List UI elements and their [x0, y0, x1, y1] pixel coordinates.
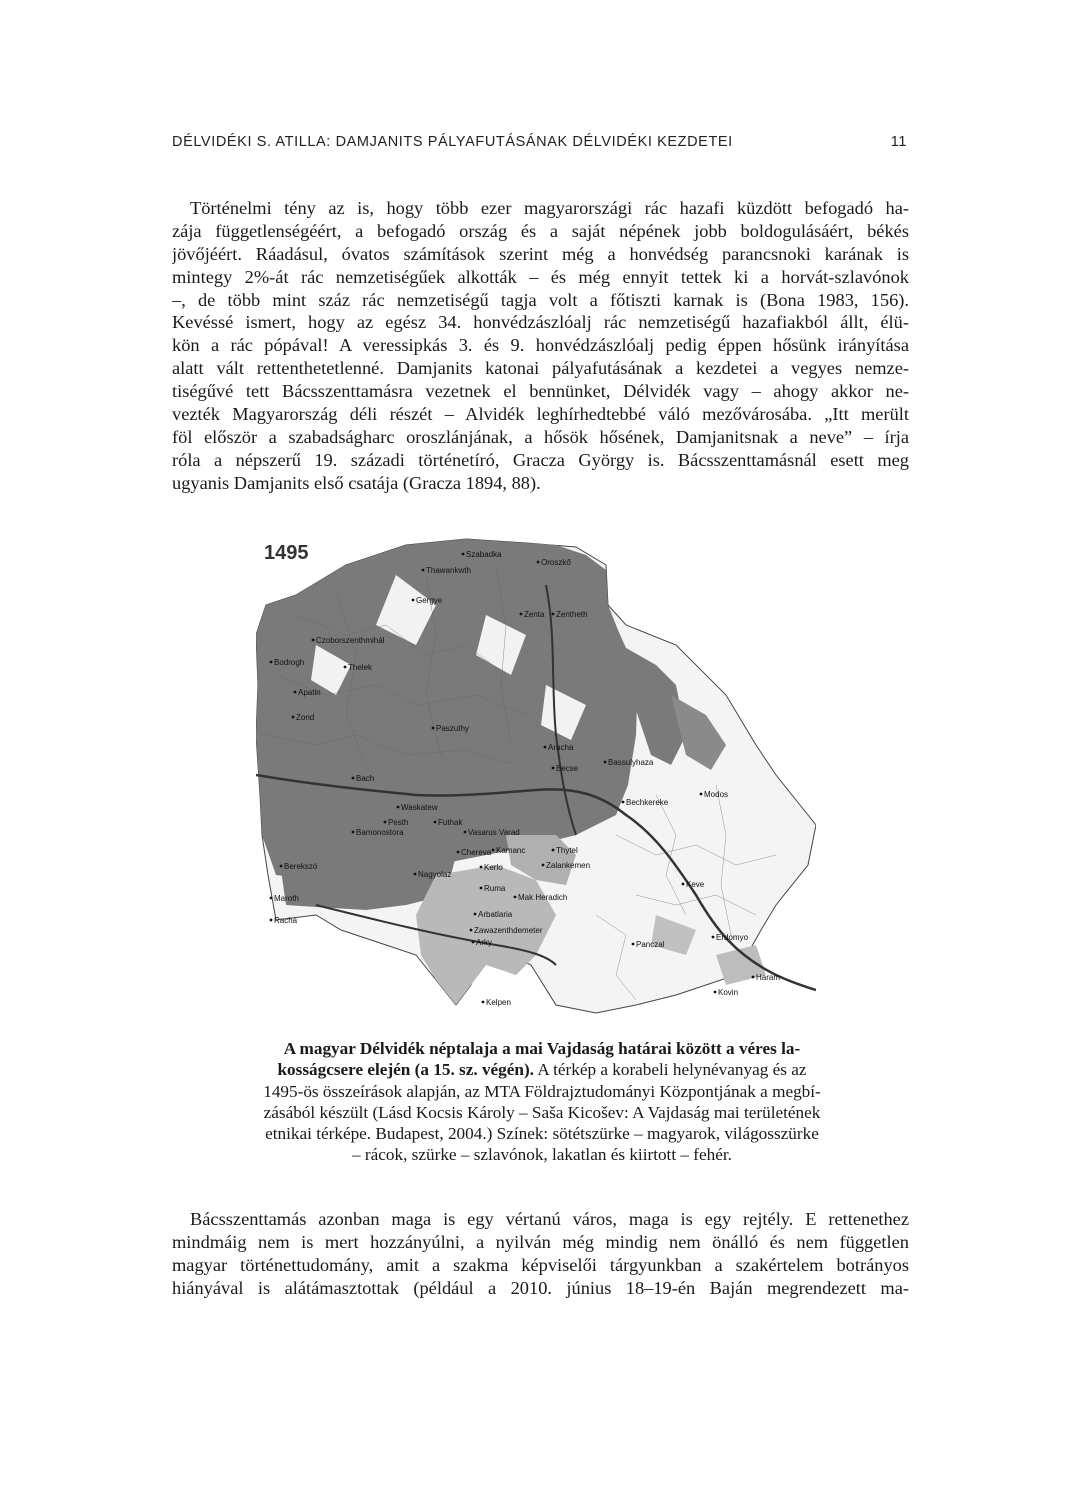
settlement-dot [682, 883, 685, 886]
running-title: DÉLVIDÉKI S. ATILLA: DAMJANITS PÁLYAFUTÁSÁNAK DÉLVIDÉKI KEZDETEI [172, 134, 733, 150]
settlement-dot [700, 793, 703, 796]
place-label: Racha [274, 916, 298, 925]
settlement-dot [480, 887, 483, 890]
settlement-dot [472, 941, 475, 944]
place-label: Kovin [718, 988, 739, 997]
settlement-dot [552, 767, 555, 770]
text-line: vezték Magyarország déli részét – Alvidék leghírhedtebbé váló mezővárosába. „Itt merült [172, 404, 909, 425]
text-line: hiányával is alátámasztottak (például a 2010. június 18–19-én Baján megrendezett ma- [172, 1277, 909, 1298]
text-line: ugyanis Damjanits első csatája (Gracza 1894, 88). [172, 472, 541, 493]
place-label: Vasarus Varad [468, 828, 520, 837]
text-line: –, de több mint száz rác nemzetiségű tagja volt a főtiszti karnak is (Bona 1983, 156). [172, 289, 909, 310]
settlement-dot [294, 691, 297, 694]
place-label: Arbatlaria [478, 910, 513, 919]
settlement-dot [414, 873, 417, 876]
text-line: Történelmi tény az is, hogy több ezer magyarországi rác hazafi küzdött befogadó ha- [190, 198, 909, 218]
settlement-dot [552, 613, 555, 616]
text-line: zája függetlenségéért, a befogadó ország és a saját népének jobb boldogulásáért, békés [172, 220, 909, 241]
place-label: Czoborszenthmihál [316, 636, 385, 645]
settlement-dot [622, 801, 625, 804]
ethnic-map-figure [256, 535, 816, 1025]
place-label: Paszuthy [436, 724, 469, 733]
figure-caption [236, 1038, 848, 1166]
settlement-dot [270, 661, 273, 664]
settlement-dot [470, 929, 473, 932]
settlement-dot [280, 865, 283, 868]
place-label: Kerlo [484, 863, 503, 872]
place-label: Waskatew [401, 803, 438, 812]
place-label: Zentheth [556, 610, 588, 619]
place-label: Kelpen [486, 998, 511, 1007]
settlement-dot [542, 864, 545, 867]
text-line: föl először a szabadságharc oroszlánjának, a hősök hősének, Damjanitsnak a neve” – írja [172, 426, 909, 447]
text-line: mintegy 2%-át rác nemzetiségűek alkották – és még ennyit tettek ki a horvát-szlavónok [172, 266, 909, 287]
caption-text: etnikai térképe. Budapest, 2004.) Színek: sötétszürke – magyarok, világosszürke [265, 1124, 819, 1144]
place-label: Haram [756, 973, 781, 982]
place-label: Keve [686, 880, 705, 889]
caption-lead: kosságcsere elején (a 15. sz. végén). [277, 1060, 534, 1080]
place-label: Erdomyo [716, 933, 749, 942]
settlement-dot [632, 943, 635, 946]
settlement-dot [352, 831, 355, 834]
settlement-dot [482, 1001, 485, 1004]
settlement-dot [270, 919, 273, 922]
text-line: jövőjéért. Ráadásul, óvatos számítások szerint még a honvédség parancsnoki karának is [172, 243, 909, 264]
settlement-dot [292, 716, 295, 719]
settlement-dot [474, 913, 477, 916]
place-label: Bechkereke [626, 798, 669, 807]
settlement-dot [544, 746, 547, 749]
text-line: tiségűvé tett Bácsszenttamásra vezetnek el bennünket, Délvidék vagy – ahogy akkor ne- [172, 381, 909, 402]
settlement-dot [422, 569, 425, 572]
place-label: Zond [296, 713, 315, 722]
place-label: Aracha [548, 743, 574, 752]
place-label: Thelek [348, 663, 373, 672]
settlement-dot [537, 561, 540, 564]
place-label: Bodrogh [274, 658, 305, 667]
settlement-dot [480, 866, 483, 869]
settlement-dot [312, 639, 315, 642]
caption-text: zásából készült (Lásd Kocsis Károly – Saša Kicošev: A Vajdaság mai területének [263, 1102, 821, 1122]
place-label: Mak Heradich [518, 893, 568, 902]
settlement-dot [604, 761, 607, 764]
settlement-dot [712, 936, 715, 939]
map-year: 1495 [264, 542, 309, 564]
place-label: Thawankwth [426, 566, 471, 575]
settlement-dot [552, 849, 555, 852]
text-line: kön a rác pópával! A veressipkás 3. és 9. honvédzászlóalj pedig éppen hősünk irányítása [172, 335, 909, 356]
text-line: alatt vált rettenthetetlenné. Damjanits katonai pályafutásának a kezdetei a vegyes nemze- [172, 358, 909, 379]
place-label: Modos [704, 790, 729, 799]
place-label: Zalankemen [546, 861, 591, 870]
place-label: Maroth [274, 894, 299, 903]
caption-text: 1495-ös összeírások alapján, az MTA Földrajztudományi Központjának a megbí- [263, 1081, 821, 1101]
place-label: Szabadka [466, 550, 502, 559]
place-label: Berekszó [284, 862, 318, 871]
place-label: Bassulyhaza [608, 758, 654, 767]
place-label: Panczal [636, 940, 665, 949]
place-label: Pesth [388, 818, 409, 827]
place-label: Arky [476, 938, 492, 947]
settlement-dot [412, 599, 415, 602]
settlement-dot [384, 821, 387, 824]
settlement-dot [434, 821, 437, 824]
text-line: magyar történettudomány, amit a szakma képviselői tárgyunkban a szakértelem botrányos [172, 1254, 909, 1275]
text-line: róla a népszerű 19. századi történetíró, Gracza György is. Bácsszenttamásnál esett meg [172, 449, 909, 470]
place-label: Kamanc [496, 846, 526, 855]
text-line: mindmáig nem is mert hozzányúlni, a nyilván még mindig nem önálló és nem független [172, 1231, 909, 1252]
caption-text: – rácok, szürke – szlavónok, lakatlan és kiirtott – fehér. [352, 1145, 732, 1165]
place-label: Bamonostora [356, 828, 404, 837]
settlement-dot [432, 727, 435, 730]
place-label: Apatin [298, 688, 321, 697]
place-label: Futhak [438, 818, 463, 827]
text-line: Kevéssé ismert, hogy az egész 34. honvédzászlóalj rác nemzetiségű hazafiakból állt, élü- [172, 312, 909, 333]
settlement-dot [397, 806, 400, 809]
caption-text: A térkép a korabeli helynévanyag és az [533, 1060, 807, 1080]
place-label: Nagyolaz [418, 870, 452, 879]
place-label: Becse [556, 764, 579, 773]
caption-lead: A magyar Délvidék néptalaja a mai Vajdaság határai között a véres la- [283, 1039, 801, 1058]
place-label: Zenta [524, 610, 545, 619]
settlement-dot [457, 851, 460, 854]
place-label: Thytel [556, 846, 578, 855]
settlement-dot [270, 897, 273, 900]
settlement-dot [520, 613, 523, 616]
text-line: Bácsszenttamás azonban maga is egy vértanú város, maga is egy rejtély. E rettenethez [190, 1209, 909, 1229]
place-label: Bach [356, 774, 375, 783]
settlement-dot [514, 896, 517, 899]
settlement-dot [714, 991, 717, 994]
page-number: 11 [890, 134, 907, 150]
place-label: Zawazenthdemeter [474, 926, 543, 935]
settlement-dot [352, 777, 355, 780]
paragraph-2 [172, 1208, 909, 1300]
settlement-dot [464, 831, 467, 834]
settlement-dot [462, 553, 465, 556]
place-label: Gergye [416, 596, 443, 605]
settlement-dot [752, 976, 755, 979]
settlement-dot [492, 849, 495, 852]
place-label: Oroszkő [541, 558, 571, 567]
place-label: Ruma [484, 884, 506, 893]
place-label: Chereva [461, 848, 492, 857]
settlement-dot [344, 666, 347, 669]
paragraph-1 [172, 197, 909, 495]
ethnic-map [256, 535, 816, 1025]
